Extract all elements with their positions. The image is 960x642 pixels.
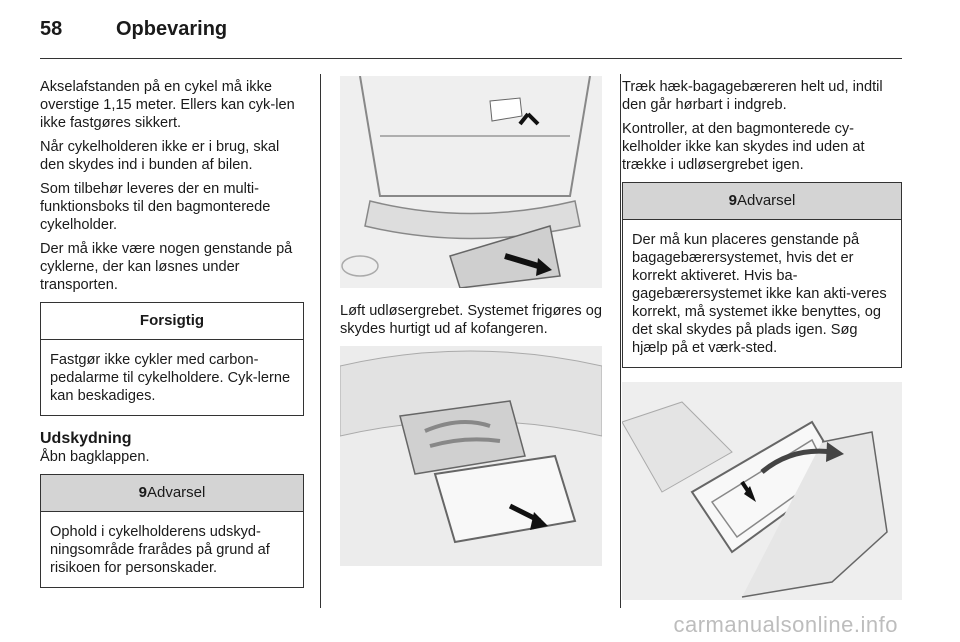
section-text: Åbn bagklappen. xyxy=(40,449,150,465)
warning-title: Advarsel xyxy=(736,192,796,209)
figure-caption: Løft udløsergrebet. Systemet frigøres og skydes hurtigt ud af kofangeren. xyxy=(340,303,602,337)
caution-text: Fastgør ikke cykler med carbon-pedalarme til cykelholdere. Cyk-lerne kan beskadiges. xyxy=(50,352,291,404)
caution-box xyxy=(40,302,304,416)
warning-text: Der må kun placeres genstande på bagagebærersystemet, hvis det er korrekt aktiveret. Hvis ba-gagebærersystemet ikke kan akti-veres korrekt, må systemet ikke benyttes, og det skal skydes på plads igen. Søg hjælp på et værk-sted. xyxy=(632,232,887,356)
page-header xyxy=(40,18,227,41)
warning-icon: 9 xyxy=(728,192,737,209)
caution-title: Forsigtig xyxy=(41,303,303,340)
section-title: Udskydning xyxy=(40,430,132,447)
warning-title: Advarsel xyxy=(146,484,206,501)
warning-text: Ophold i cykelholderens udskyd-ningsområde frarådes på grund af risikoen for personskader. xyxy=(50,524,270,576)
paragraph: Træk hæk-bagagebæreren helt ud, indtil den går hørbart i indgreb. xyxy=(622,79,883,113)
column-right xyxy=(622,78,902,600)
warning-header xyxy=(623,183,901,220)
warning-box xyxy=(40,474,304,588)
paragraph: Akselafstanden på en cykel må ikke overstige 1,15 meter. Ellers kan cyk-len ikke fastgøres sikkert. xyxy=(40,79,295,131)
column-middle xyxy=(340,76,602,566)
page-number: 58 xyxy=(40,18,63,40)
figure-engage xyxy=(622,382,902,600)
paragraph: Der må ikke være nogen genstande på cyklerne, der kan løsnes under transporten. xyxy=(40,241,293,293)
figure-slide-out xyxy=(340,346,602,566)
paragraph: Kontroller, at den bagmonterede cy-kelholder ikke kan skydes ind uden at trække i udløsergrebet igen. xyxy=(622,121,865,173)
column-divider-1 xyxy=(320,74,321,608)
warning-icon: 9 xyxy=(138,484,147,501)
header-rule xyxy=(40,58,902,59)
page-title: Opbevaring xyxy=(116,18,228,40)
watermark: carmanualsonline.info xyxy=(673,612,898,637)
figure-release-lever xyxy=(340,76,602,288)
warning-header xyxy=(41,475,303,512)
column-divider-2 xyxy=(620,74,621,608)
warning-box xyxy=(622,182,902,368)
paragraph: Når cykelholderen ikke er i brug, skal den skydes ind i bunden af bilen. xyxy=(40,139,280,173)
column-left xyxy=(40,78,304,602)
paragraph: Som tilbehør leveres der en multi-funktionsboks til den bagmonterede cykelholder. xyxy=(40,181,271,233)
